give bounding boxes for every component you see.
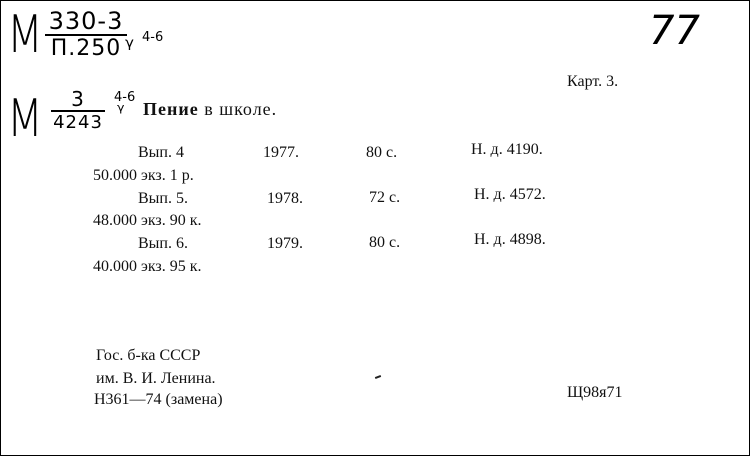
library-line-2: им. В. И. Ленина.: [96, 370, 216, 387]
shelfmark-2-fraction: [51, 89, 105, 132]
issue-2-label: Вып. 5.: [138, 190, 188, 207]
issue-2-pages: 72 с.: [369, 189, 401, 206]
issue-1-ref: Н. д. 4190.: [471, 141, 543, 158]
title-rest: в школе.: [204, 99, 278, 119]
issue-3-pages: 80 с.: [369, 234, 401, 251]
shelfmark-2-numerator: 3: [71, 87, 85, 111]
issue-3-print-run: 40.000 экз. 95 к.: [93, 258, 202, 275]
issue-1-year: 1977.: [263, 144, 299, 161]
shelfmark-1-prefix: М: [7, 5, 43, 65]
corner-number: 77: [649, 8, 700, 54]
shelfmark-1-denominator: П.250: [50, 36, 122, 61]
issue-1-pages: 80 с.: [366, 144, 398, 161]
shelfmark-1-superscript: 4-6: [142, 30, 164, 45]
issue-2-ref: Н. д. 4572.: [474, 186, 546, 203]
issue-3-ref: Н. д. 4898.: [474, 231, 546, 248]
shelfmark-1-fraction: [45, 9, 127, 60]
shelfmark-2-curl-mark: ᵞ: [117, 99, 125, 123]
shelfmark-1-numerator: 330-3: [48, 7, 124, 35]
shelfmark-2-superscript: 4-6: [114, 90, 136, 105]
stray-mark: [375, 375, 381, 379]
shelfmark-1-curl-mark: ᵞ: [125, 33, 134, 61]
shelfmark-2-denominator: 4243: [53, 112, 103, 133]
issue-2-year: 1978.: [267, 190, 303, 207]
library-line-1: Гос. б-ка СССР: [96, 347, 201, 364]
issue-3-label: Вып. 6.: [138, 235, 188, 252]
issue-2-print-run: 48.000 экз. 90 к.: [93, 212, 202, 229]
catalog-code: Щ98я71: [567, 384, 623, 401]
issue-1-label: Вып. 4: [138, 144, 184, 161]
issue-3-year: 1979.: [267, 235, 303, 252]
card-label: Карт. 3.: [567, 73, 619, 90]
issue-1-print-run: 50.000 экз. 1 р.: [93, 167, 194, 184]
order-code: Н361—74 (замена): [94, 391, 223, 408]
title-first-word: Пение: [143, 99, 199, 119]
card-title: [143, 99, 277, 120]
shelfmark-2-prefix: М: [7, 89, 43, 149]
